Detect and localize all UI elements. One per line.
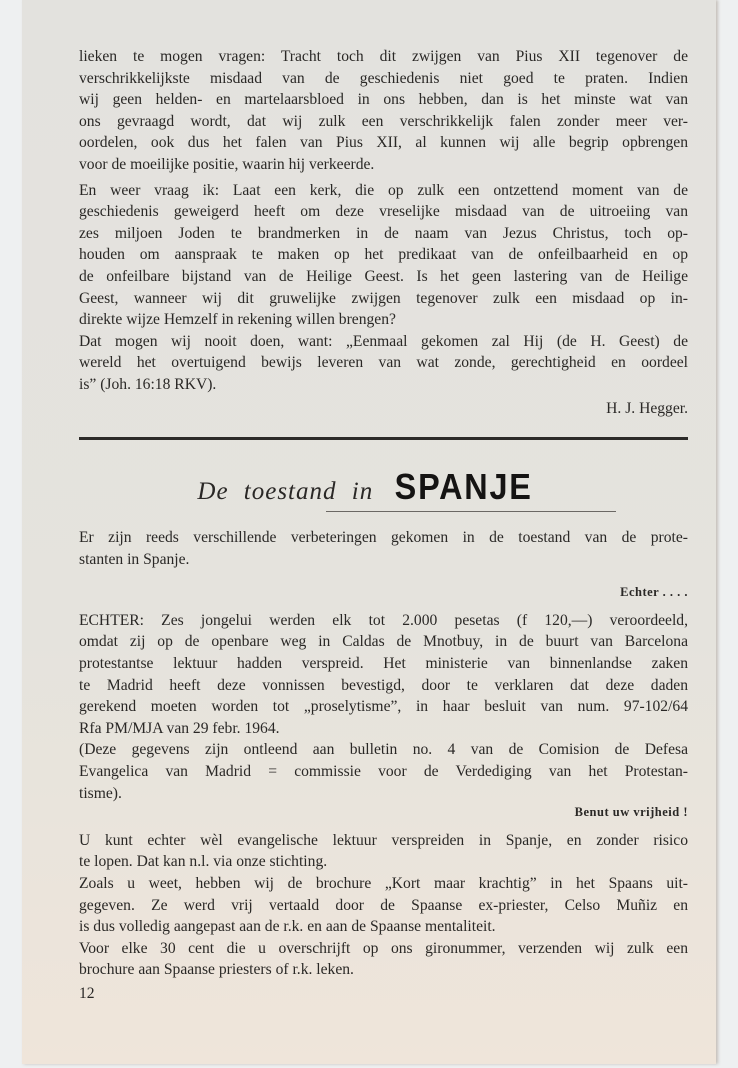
paragraph <box>79 610 688 740</box>
text-line: (Deze gegevens zijn ontleend aan bulletin no. 4 van de Comision de Defesa <box>79 741 688 759</box>
page-number: 12 <box>79 984 95 1002</box>
text-line: verschrikkelijkste misdaad van de geschiedenis niet goed te praten. Indien <box>79 69 688 87</box>
text-line: brochure aan Spaanse priesters of r.k. leken. <box>79 961 354 979</box>
text-line: protestantse lektuur hadden verspreid. Het ministerie van binnenlandse zaken <box>79 654 688 672</box>
section-echter <box>79 610 688 804</box>
text-line: te lopen. Dat kan n.l. via onze stichting. <box>79 853 328 871</box>
text-line: omdat zij op de openbare weg in Caldas de Mnotbuy, in de buurt van Barcelona <box>79 633 688 651</box>
text-line: Dat mogen wij nooit doen, want: „Eenmaal gekomen zal Hij (de H. Geest) de <box>79 332 688 350</box>
text-line: wereld het overtuigend bewijs leveren van wat zonde, gerechtigheid en oordeel <box>79 354 688 372</box>
text-line: Zoals u weet, hebben wij de brochure „Kort maar krachtig” in het Spaans uit- <box>79 874 688 892</box>
text-line: oordelen, ook dus het falen van Pius XII, al kunnen wij alle begrip opbrengen <box>79 134 688 152</box>
text-line: ons gevraagd wordt, dat wij zulk een verschrikkelijk falen zonder meer ver- <box>79 112 688 130</box>
text-line: zes miljoen Joden te brandmerken in de naam van Jezus Christus, toch op- <box>79 224 688 242</box>
author-signature: H. J. Hegger. <box>606 399 688 417</box>
text-line: Evangelica van Madrid = commissie voor de Verdediging van het Protestan- <box>79 762 688 780</box>
text-line: Voor elke 30 cent die u overschrijft op ons gironummer, verzenden wij zulk een <box>79 939 688 957</box>
text-line: direkte wijze Hemzelf in rekening willen brengen? <box>79 311 396 329</box>
text-line: is dus volledig aangepast aan de r.k. en aan de Spaanse mentaliteit. <box>79 918 496 936</box>
text-line: gerekend moeten worden tot „proselytisme”, in haar besluit van num. 97-102/64 <box>79 698 688 716</box>
title-underline <box>326 511 616 512</box>
text-line: Er zijn reeds verschillende verbeteringen gekomen in de toestand van de prote- <box>79 529 688 546</box>
paragraph <box>79 739 688 804</box>
paragraph <box>79 46 688 176</box>
text-line: U kunt echter wèl evangelische lektuur verspreiden in Spanje, en zonder risico <box>79 831 688 849</box>
subheading-benut: Benut uw vrijheid ! <box>574 805 688 820</box>
section-benut <box>79 830 688 981</box>
title-prefix: De toestand in <box>197 478 374 505</box>
text-line: te Madrid heeft deze vonnissen bevestigd, door te verklaren dat deze daden <box>79 676 688 694</box>
article-title <box>0 466 738 508</box>
text-line: En weer vraag ik: Laat een kerk, die op zulk een ontzettend moment van de <box>79 181 688 199</box>
article-body <box>79 527 688 1004</box>
section-divider <box>79 437 688 440</box>
text-line: geschiedenis geweigerd heeft om deze vreselijke misdaad van de uitroeiing van <box>79 203 688 221</box>
conclusion-paragraphs <box>79 46 688 396</box>
paragraph <box>79 331 688 396</box>
text-line: houden om aanspraak te maken op het predikaat van de onfeilbaarheid en op <box>79 246 688 264</box>
paragraph <box>79 180 688 331</box>
text-line: wij geen helden- en martelaarsbloed in ons hebben, dan is het minste wat van <box>79 91 688 109</box>
subheading-echter: Echter . . . . <box>620 585 688 600</box>
text-line: gegeven. Ze werd vrij vertaald door de Spaanse ex-priester, Celso Muñiz en <box>79 896 688 914</box>
text-line: voor de moeilijke positie, waarin hij verkeerde. <box>79 155 375 173</box>
text-line: Geest, wanneer wij dit gruwelijke zwijgen tegenover zulk een misdaad op in- <box>79 289 688 307</box>
text-line: lieken te mogen vragen: Tracht toch dit zwijgen van Pius XII tegenover de <box>79 48 688 65</box>
paragraph <box>79 830 688 873</box>
title-main: SPANJE <box>394 466 533 507</box>
article-conclusion <box>79 46 688 419</box>
intro-paragraph <box>79 527 688 570</box>
text-line: de onfeilbare bijstand van de Heilige Geest. Is het geen lastering van de Heilige <box>79 267 688 285</box>
paragraph <box>79 873 688 938</box>
text-line: tisme). <box>79 784 122 802</box>
text-line: ECHTER: Zes jongelui werden elk tot 2.000 pesetas (f 120,—) veroordeeld, <box>79 611 688 629</box>
text-line: is” (Joh. 16:18 RKV). <box>79 375 217 393</box>
text-line: Rfa PM/MJA van 29 febr. 1964. <box>79 719 280 737</box>
paragraph <box>79 938 688 981</box>
text-line: stanten in Spanje. <box>79 550 190 568</box>
